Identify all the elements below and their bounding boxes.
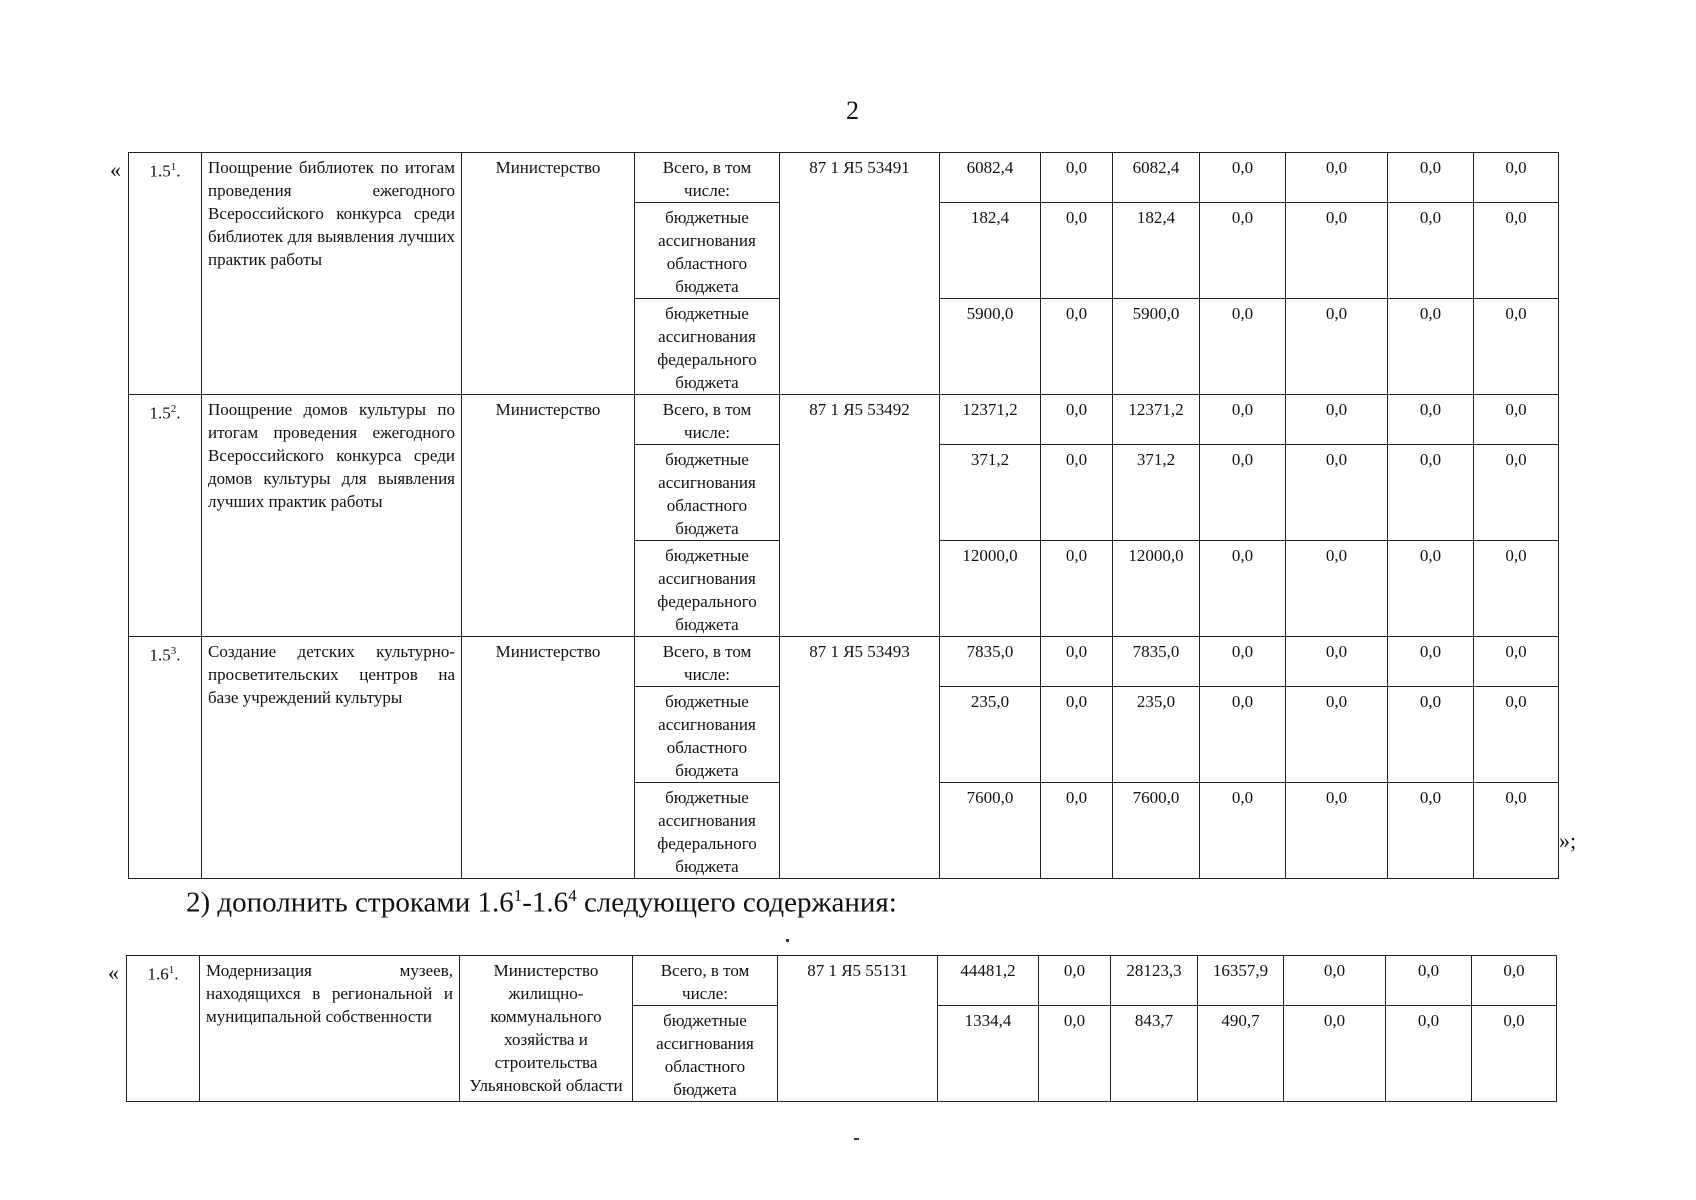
amount-cell: 7600,0 [1113,783,1200,879]
funding-source: бюджетные ассигнования областного бюджета [635,445,780,541]
executor: Министерство [462,637,635,879]
amount-cell: 0,0 [1041,637,1113,687]
amount-cell: 0,0 [1286,203,1388,299]
amount-cell: 0,0 [1200,687,1286,783]
row-number-sup: 2 [170,403,177,415]
amount-cell: 0,0 [1388,203,1474,299]
amount-cell: 490,7 [1198,1006,1284,1102]
amount-cell: 6082,4 [1113,153,1200,203]
row-number-cell [129,395,202,637]
row-number-dot: . [174,964,179,984]
amount-cell: 0,0 [1041,687,1113,783]
measure-name: Создание детских культурно-просветительских центров на базе учреждений культуры [202,637,462,879]
amount-cell: 0,0 [1200,541,1286,637]
amount-cell: 28123,3 [1111,956,1198,1006]
funding-source: бюджетные ассигнования областного бюджета [635,687,780,783]
amount-cell: 0,0 [1474,637,1559,687]
row-number-cell [129,637,202,879]
amount-cell: 0,0 [1041,541,1113,637]
measure-name: Модернизация музеев, находящихся в региональной и муниципальной собственности [200,956,460,1102]
amount-cell: 12371,2 [1113,395,1200,445]
amount-cell: 5900,0 [940,299,1041,395]
amount-cell: 0,0 [1474,203,1559,299]
amount-cell: 0,0 [1388,445,1474,541]
row-number-sup: 1 [168,964,175,976]
amount-cell: 0,0 [1286,395,1388,445]
amount-cell: 0,0 [1200,445,1286,541]
amount-cell: 0,0 [1200,299,1286,395]
funding-source: бюджетные ассигнования федерального бюджета [635,541,780,637]
amount-cell: 44481,2 [938,956,1039,1006]
budget-code: 87 1 Я5 53492 [780,395,940,637]
row-number-cell [129,153,202,395]
heading-prefix: 2) дополнить строками 1.6 [186,886,514,919]
amount-cell: 0,0 [1286,541,1388,637]
amount-cell: 0,0 [1200,637,1286,687]
amount-cell: 182,4 [940,203,1041,299]
row-number: 1.5 [149,403,171,423]
funding-source: бюджетные ассигнования федерального бюджета [635,783,780,879]
amount-cell: 0,0 [1388,687,1474,783]
amount-cell: 0,0 [1286,445,1388,541]
amount-cell: 0,0 [1200,153,1286,203]
amount-cell: 0,0 [1286,637,1388,687]
amount-cell: 0,0 [1388,783,1474,879]
amount-cell: 0,0 [1041,203,1113,299]
heading-sup-1: 1 [513,886,523,905]
row-number: 1.5 [149,645,171,665]
page-number: 2 [846,96,859,125]
amount-cell: 0,0 [1286,153,1388,203]
heading-mid: -1.6 [522,886,569,919]
executor: Министерство жилищно-коммунального хозяйства и строительства Ульяновской области [460,956,633,1102]
amount-cell: 0,0 [1039,1006,1111,1102]
amount-cell: 0,0 [1474,299,1559,395]
amount-cell: 5900,0 [1113,299,1200,395]
row-number-dot: . [176,403,181,423]
amount-cell: 0,0 [1472,956,1557,1006]
amount-cell: 16357,9 [1198,956,1284,1006]
table-row [129,395,1559,445]
table-row [129,637,1559,687]
heading-suffix: следующего содержания: [576,886,897,919]
amount-cell: 0,0 [1041,299,1113,395]
funding-source: бюджетные ассигнования областного бюджета [633,1006,778,1102]
heading-sup-2: 4 [568,886,577,905]
amount-cell: 0,0 [1286,299,1388,395]
amount-cell: 0,0 [1284,956,1386,1006]
amount-cell: 371,2 [1113,445,1200,541]
amount-cell: 182,4 [1113,203,1200,299]
budget-code: 87 1 Я5 53491 [780,153,940,395]
amount-cell: 0,0 [1284,1006,1386,1102]
amount-cell: 12000,0 [940,541,1041,637]
table-row [129,153,1559,203]
amount-cell: 235,0 [940,687,1041,783]
amount-cell: 0,0 [1474,445,1559,541]
amount-cell: 0,0 [1286,687,1388,783]
executor: Министерство [462,153,635,395]
amount-cell: 0,0 [1386,956,1472,1006]
amount-cell: 0,0 [1200,783,1286,879]
amount-cell: 0,0 [1474,541,1559,637]
table-row [127,956,1557,1006]
amount-cell: 0,0 [1386,1006,1472,1102]
amount-cell: 0,0 [1286,783,1388,879]
amount-cell: 371,2 [940,445,1041,541]
funding-source: Всего, в том числе: [635,153,780,203]
amount-cell: 1334,4 [938,1006,1039,1102]
amount-cell: 6082,4 [940,153,1041,203]
executor: Министерство [462,395,635,637]
stray-mark [854,1138,859,1140]
amount-cell: 0,0 [1039,956,1111,1006]
amount-cell: 0,0 [1388,637,1474,687]
row-number-dot: . [176,161,181,181]
funding-source: Всего, в том числе: [635,395,780,445]
funding-source: Всего, в том числе: [633,956,778,1006]
amount-cell: 12371,2 [940,395,1041,445]
funding-source: Всего, в том числе: [635,637,780,687]
row-number: 1.6 [147,964,169,984]
amount-cell: 0,0 [1200,395,1286,445]
funding-source: бюджетные ассигнования областного бюджета [635,203,780,299]
section-heading [186,886,897,920]
amount-cell: 0,0 [1474,783,1559,879]
measure-name: Поощрение библиотек по итогам проведения ежегодного Всероссийского конкурса среди библиотек для выявления лучших практик работы [202,153,462,395]
row-number-cell [127,956,200,1102]
amount-cell: 0,0 [1388,395,1474,445]
stray-mark [786,939,789,942]
amount-cell: 0,0 [1041,395,1113,445]
row-number-dot: . [176,645,181,665]
row-number-sup: 3 [170,645,177,657]
row-number: 1.5 [149,161,171,181]
budget-table-2 [126,955,1557,1102]
budget-code: 87 1 Я5 55131 [778,956,938,1102]
amount-cell: 12000,0 [1113,541,1200,637]
amount-cell: 0,0 [1474,395,1559,445]
row-number-sup: 1 [170,161,177,173]
amount-cell: 843,7 [1111,1006,1198,1102]
closing-quote-1: »; [1559,828,1577,853]
amount-cell: 7600,0 [940,783,1041,879]
amount-cell: 0,0 [1041,445,1113,541]
measure-name: Поощрение домов культуры по итогам проведения ежегодного Всероссийского конкурса среди домов культуры для выявления лучших практик работы [202,395,462,637]
amount-cell: 0,0 [1200,203,1286,299]
amount-cell: 0,0 [1474,153,1559,203]
amount-cell: 235,0 [1113,687,1200,783]
opening-quote-2: « [108,960,119,985]
amount-cell: 0,0 [1041,783,1113,879]
amount-cell: 0,0 [1388,299,1474,395]
amount-cell: 0,0 [1041,153,1113,203]
amount-cell: 0,0 [1474,687,1559,783]
amount-cell: 7835,0 [940,637,1041,687]
amount-cell: 0,0 [1388,541,1474,637]
amount-cell: 0,0 [1388,153,1474,203]
budget-code: 87 1 Я5 53493 [780,637,940,879]
opening-quote-1: « [110,157,121,182]
amount-cell: 0,0 [1472,1006,1557,1102]
amount-cell: 7835,0 [1113,637,1200,687]
budget-table-1 [128,152,1559,879]
funding-source: бюджетные ассигнования федерального бюджета [635,299,780,395]
